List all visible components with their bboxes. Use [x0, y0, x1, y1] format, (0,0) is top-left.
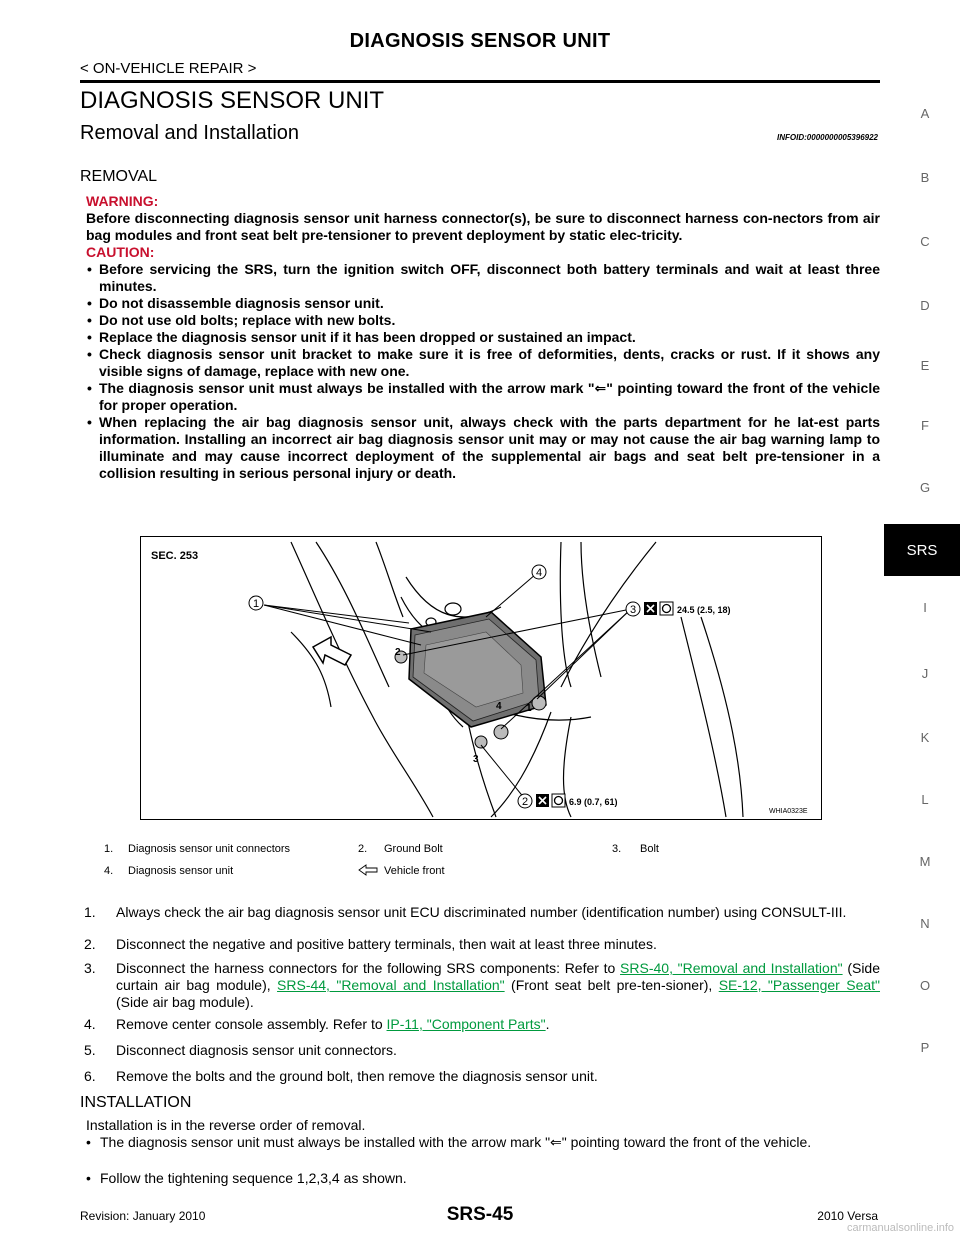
unit-label-4: 4	[496, 701, 502, 712]
vehicle-front-legend-icon	[358, 864, 378, 876]
side-index-letter[interactable]: C	[920, 234, 930, 249]
figure-code: WHIA0323E	[769, 808, 808, 815]
step-text-part: Remove center console assembly. Refer to	[116, 1016, 387, 1032]
bullet-mark: •	[86, 1134, 91, 1150]
legend-label: Ground Bolt	[384, 843, 443, 855]
step-item	[80, 904, 880, 921]
step-number: 2.	[84, 936, 96, 952]
step-item	[80, 1042, 880, 1059]
side-index-letter[interactable]: I	[923, 600, 927, 615]
side-index-letter[interactable]: J	[921, 666, 929, 681]
warning-text: Before disconnecting diagnosis sensor unit harness connector(s), be sure to disconnect harness con-nectors from air bag modules and front seat belt pre-tensioner to prevent deployment by static elec-tricity.	[86, 210, 880, 243]
side-index-letter[interactable]: N	[920, 916, 930, 931]
side-index-letter[interactable]: K	[920, 730, 930, 745]
side-index-letter[interactable]: G	[919, 480, 931, 495]
installation-heading: INSTALLATION	[80, 1094, 192, 1111]
installation-bullet	[86, 1170, 880, 1187]
step-number: 6.	[84, 1068, 96, 1084]
step-text: Disconnect diagnosis sensor unit connectors.	[116, 1042, 397, 1058]
footer-page-number: SRS-45	[446, 1204, 514, 1225]
removal-heading: REMOVAL	[80, 168, 158, 185]
unit-label-1: 1	[526, 703, 532, 714]
callout-3: 3	[629, 604, 637, 616]
step-text: Always check the air bag diagnosis sensor unit ECU discriminated number (identification number) using CONSULT-III.	[116, 904, 847, 920]
step-text-part: (Side air bag module).	[116, 994, 254, 1010]
step-text	[116, 1016, 880, 1033]
vehicle-front-arrow-icon	[313, 637, 351, 665]
step-item	[80, 1016, 880, 1033]
step-item	[80, 960, 880, 1011]
link-ip-11[interactable]: IP-11, "Component Parts"	[386, 1016, 546, 1032]
torque-upper-value: 24.5 (2.5, 18)	[677, 605, 731, 615]
step-text: Remove the bolts and the ground bolt, then remove the diagnosis sensor unit.	[116, 1068, 598, 1084]
caution-list	[86, 261, 880, 482]
caution-item: • Do not disassemble diagnosis sensor unit.	[86, 295, 880, 312]
caution-item: • Before servicing the SRS, turn the ignition switch OFF, disconnect both battery terminals and wait at least three minutes.	[86, 261, 880, 295]
side-index-letter[interactable]: A	[920, 106, 930, 121]
side-index-letter[interactable]: E	[920, 358, 930, 373]
bullet-mark: •	[86, 1170, 91, 1186]
step-item	[80, 1068, 880, 1085]
footer-revision: Revision: January 2010	[80, 1209, 206, 1223]
step-text-part: (Front seat belt pre-ten-sioner),	[504, 977, 719, 993]
side-index-letter[interactable]: P	[920, 1040, 930, 1055]
caution-item: • The diagnosis sensor unit must always be installed with the arrow mark "⇐" pointing toward the front of the vehicle for proper operation.	[86, 380, 880, 414]
step-text: Disconnect the negative and positive battery terminals, then wait at least three minutes.	[116, 936, 657, 952]
legend-num: 4.	[104, 865, 114, 877]
side-index-tab-srs[interactable]: SRS	[884, 524, 960, 576]
warning-caution-block	[86, 193, 880, 482]
caution-item: • When replacing the air bag diagnosis sensor unit, always check with the parts department for he lat-est parts information. Installing an incorrect air bag diagnosis sensor unit may or may not cause the air bag warning lamp to illuminate and may cause incorrect deployment of the supplemental air bags and seat belt pre-tensioner in a collision resulting in serious personal injury or death.	[86, 414, 880, 482]
step-text-part: (Side curtain air bag module),	[116, 960, 880, 993]
footer-model: 2010 Versa	[817, 1209, 878, 1223]
installation-bullet	[86, 1134, 880, 1151]
caution-item: • Check diagnosis sensor unit bracket to make sure it is free of deformities, dents, cracks or rust. If it shows any visible signs of damage, replace with new one.	[86, 346, 880, 380]
header-rule	[80, 80, 880, 83]
side-index-letter[interactable]: D	[920, 298, 930, 313]
installation-bullet-text: Follow the tightening sequence 1,2,3,4 as shown.	[100, 1170, 407, 1186]
figure-sec-label: SEC. 253	[151, 550, 199, 562]
installation-bullet-text: The diagnosis sensor unit must always be installed with the arrow mark "⇐" pointing toward the front of the vehicle.	[100, 1134, 812, 1150]
side-index-letter[interactable]: O	[919, 978, 931, 993]
step-number: 1.	[84, 904, 96, 920]
step-text-part: .	[545, 1016, 550, 1032]
side-index-letter[interactable]: F	[921, 418, 929, 433]
link-se-12[interactable]: SE-12, "Passenger Seat"	[718, 977, 880, 993]
legend-num: 3.	[612, 843, 622, 855]
warning-label: WARNING:	[86, 193, 159, 209]
legend-num: 1.	[104, 843, 114, 855]
step-text-part: Disconnect the harness connectors for the following SRS components: Refer to	[116, 960, 621, 976]
figure-drawing	[141, 537, 820, 818]
legend-arrow-label: Vehicle front	[384, 865, 445, 877]
unit-label-3: 3	[473, 754, 479, 765]
caution-label: CAUTION:	[86, 244, 155, 260]
legend-label: Diagnosis sensor unit connectors	[128, 843, 291, 855]
legend-label: Bolt	[640, 843, 659, 855]
installation-intro: Installation is in the reverse order of removal.	[86, 1117, 366, 1133]
step-text	[116, 960, 880, 1011]
link-srs-40[interactable]: SRS-40, "Removal and Installation"	[620, 960, 843, 976]
diagnosis-sensor-figure	[140, 536, 822, 820]
side-index-letter[interactable]: L	[921, 792, 929, 807]
callout-2: 2	[521, 796, 529, 808]
page-header-subtitle: < ON-VEHICLE REPAIR >	[80, 60, 257, 77]
callout-4: 4	[535, 567, 543, 579]
caution-item: • Do not use old bolts; replace with new bolts.	[86, 312, 880, 329]
info-id: INFOID:0000000005396922	[777, 133, 878, 142]
step-number: 3.	[84, 960, 96, 976]
side-index-letter[interactable]: M	[919, 854, 931, 869]
page-header-title: DIAGNOSIS SENSOR UNIT	[349, 30, 611, 52]
legend-label: Diagnosis sensor unit	[128, 865, 234, 877]
callout-1: 1	[252, 598, 260, 610]
step-number: 4.	[84, 1016, 96, 1032]
legend-num: 2.	[358, 843, 368, 855]
unit-label-2: 2	[395, 647, 401, 658]
watermark: carmanualsonline.info	[846, 1222, 954, 1234]
side-index-letter[interactable]: B	[920, 170, 930, 185]
torque-lower-value: 6.9 (0.7, 61)	[569, 797, 618, 807]
torque-icons-lower	[536, 794, 565, 807]
step-item	[80, 936, 880, 953]
section-title: DIAGNOSIS SENSOR UNIT	[80, 87, 385, 114]
torque-icons-upper	[644, 602, 673, 615]
step-number: 5.	[84, 1042, 96, 1058]
section-subtitle: Removal and Installation	[80, 122, 300, 144]
sensor-unit-drawing	[395, 612, 546, 765]
link-srs-44[interactable]: SRS-44, "Removal and Installation"	[277, 977, 505, 993]
caution-item: • Replace the diagnosis sensor unit if it has been dropped or sustained an impact.	[86, 329, 880, 346]
